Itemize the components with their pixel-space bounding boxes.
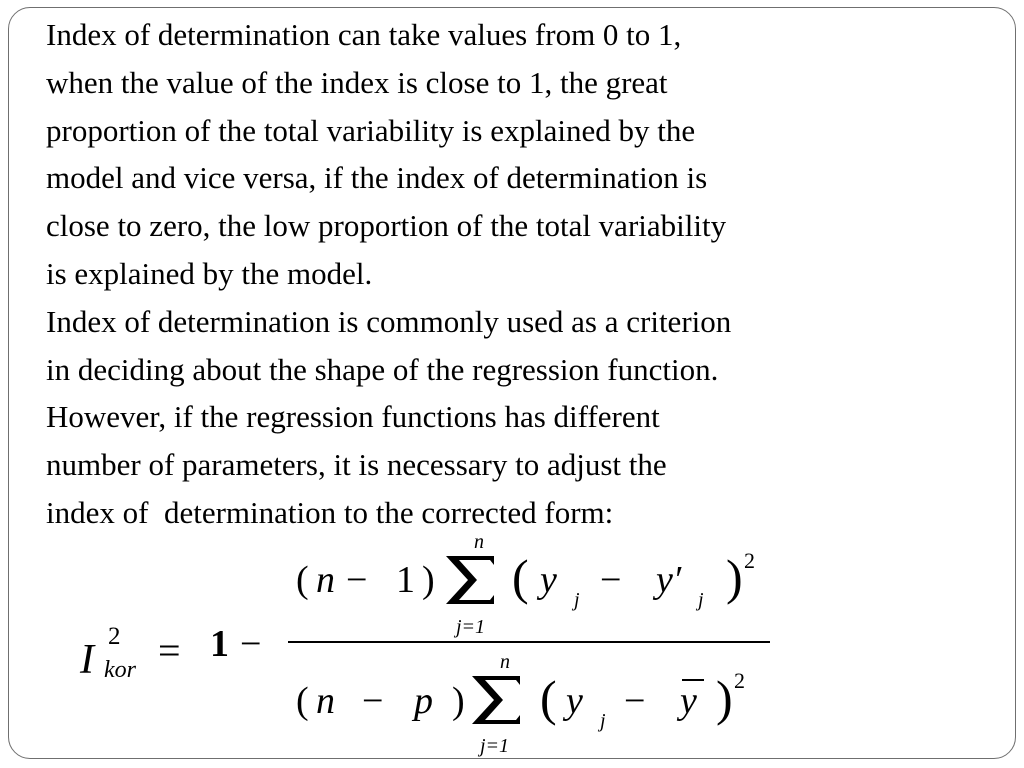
denominator-close-paren: ): [452, 680, 465, 722]
denominator-big-close-paren: ): [716, 670, 733, 726]
paragraph-1-line: when the value of the index is close to 1, the great: [46, 64, 668, 100]
paragraph-1-line: close to zero, the low proportion of the total variability: [46, 208, 727, 244]
numerator-one: 1: [396, 559, 415, 601]
denominator-sum-upper: n: [500, 651, 510, 673]
numerator-big-open-paren: (: [512, 549, 529, 605]
denominator-exponent: 2: [734, 668, 745, 693]
denominator-sum-lower: j=1: [480, 735, 510, 757]
numerator-sum-lower: j=1: [456, 616, 486, 638]
denominator-open-paren: (: [296, 680, 309, 722]
formula-minus-sign: −: [240, 623, 262, 665]
denominator-big-open-paren: (: [540, 670, 557, 726]
paragraph-1-line: proportion of the total variability is explained by the: [46, 112, 696, 148]
formula-one: 1: [210, 623, 229, 665]
paragraph-2-line: However, if the regression functions has different: [46, 399, 660, 435]
numerator-term-minus: −: [600, 559, 622, 601]
numerator-n: n: [316, 559, 335, 601]
numerator-y-prime-subscript: j: [698, 589, 704, 611]
numerator-close-paren: ): [422, 559, 435, 601]
denominator-sigma-icon: [472, 676, 520, 724]
numerator-exponent: 2: [744, 548, 755, 573]
denominator-n: n: [316, 680, 335, 722]
paragraph-2-line: index of determination to the corrected form:: [46, 494, 614, 530]
formula-lhs-superscript: 2: [108, 623, 121, 650]
denominator-minus: −: [362, 680, 384, 722]
denominator-term-minus: −: [624, 680, 646, 722]
paragraph-2-line: Index of determination is commonly used as a criterion: [46, 303, 732, 339]
numerator-y-prime: y′: [656, 559, 682, 601]
denominator-y-bar: y: [680, 680, 697, 722]
numerator-y: y: [540, 559, 557, 601]
formula-lhs-subscript: kor: [104, 657, 136, 683]
formula-equals-sign: =: [158, 628, 181, 673]
numerator-sigma-icon: [446, 556, 494, 604]
numerator-open-paren: (: [296, 559, 309, 601]
paragraph-1-line: is explained by the model.: [46, 255, 373, 291]
numerator-minus: −: [346, 559, 368, 601]
formula-lhs-symbol: I: [80, 637, 94, 683]
denominator-y: y: [566, 680, 583, 722]
numerator-sum-upper: n: [474, 531, 484, 553]
paragraph-2-line: in deciding about the shape of the regression function.: [46, 351, 719, 387]
paragraph-1-line: Index of determination can take values from 0 to 1,: [46, 17, 682, 52]
numerator-big-close-paren: ): [726, 549, 743, 605]
paragraph-1-line: model and vice versa, if the index of determination is: [46, 160, 708, 196]
paragraph-2-line: number of parameters, it is necessary to adjust the: [46, 447, 667, 483]
denominator-y-subscript: j: [600, 710, 606, 732]
denominator-p: p: [414, 680, 433, 722]
numerator-y-subscript: j: [574, 589, 580, 611]
